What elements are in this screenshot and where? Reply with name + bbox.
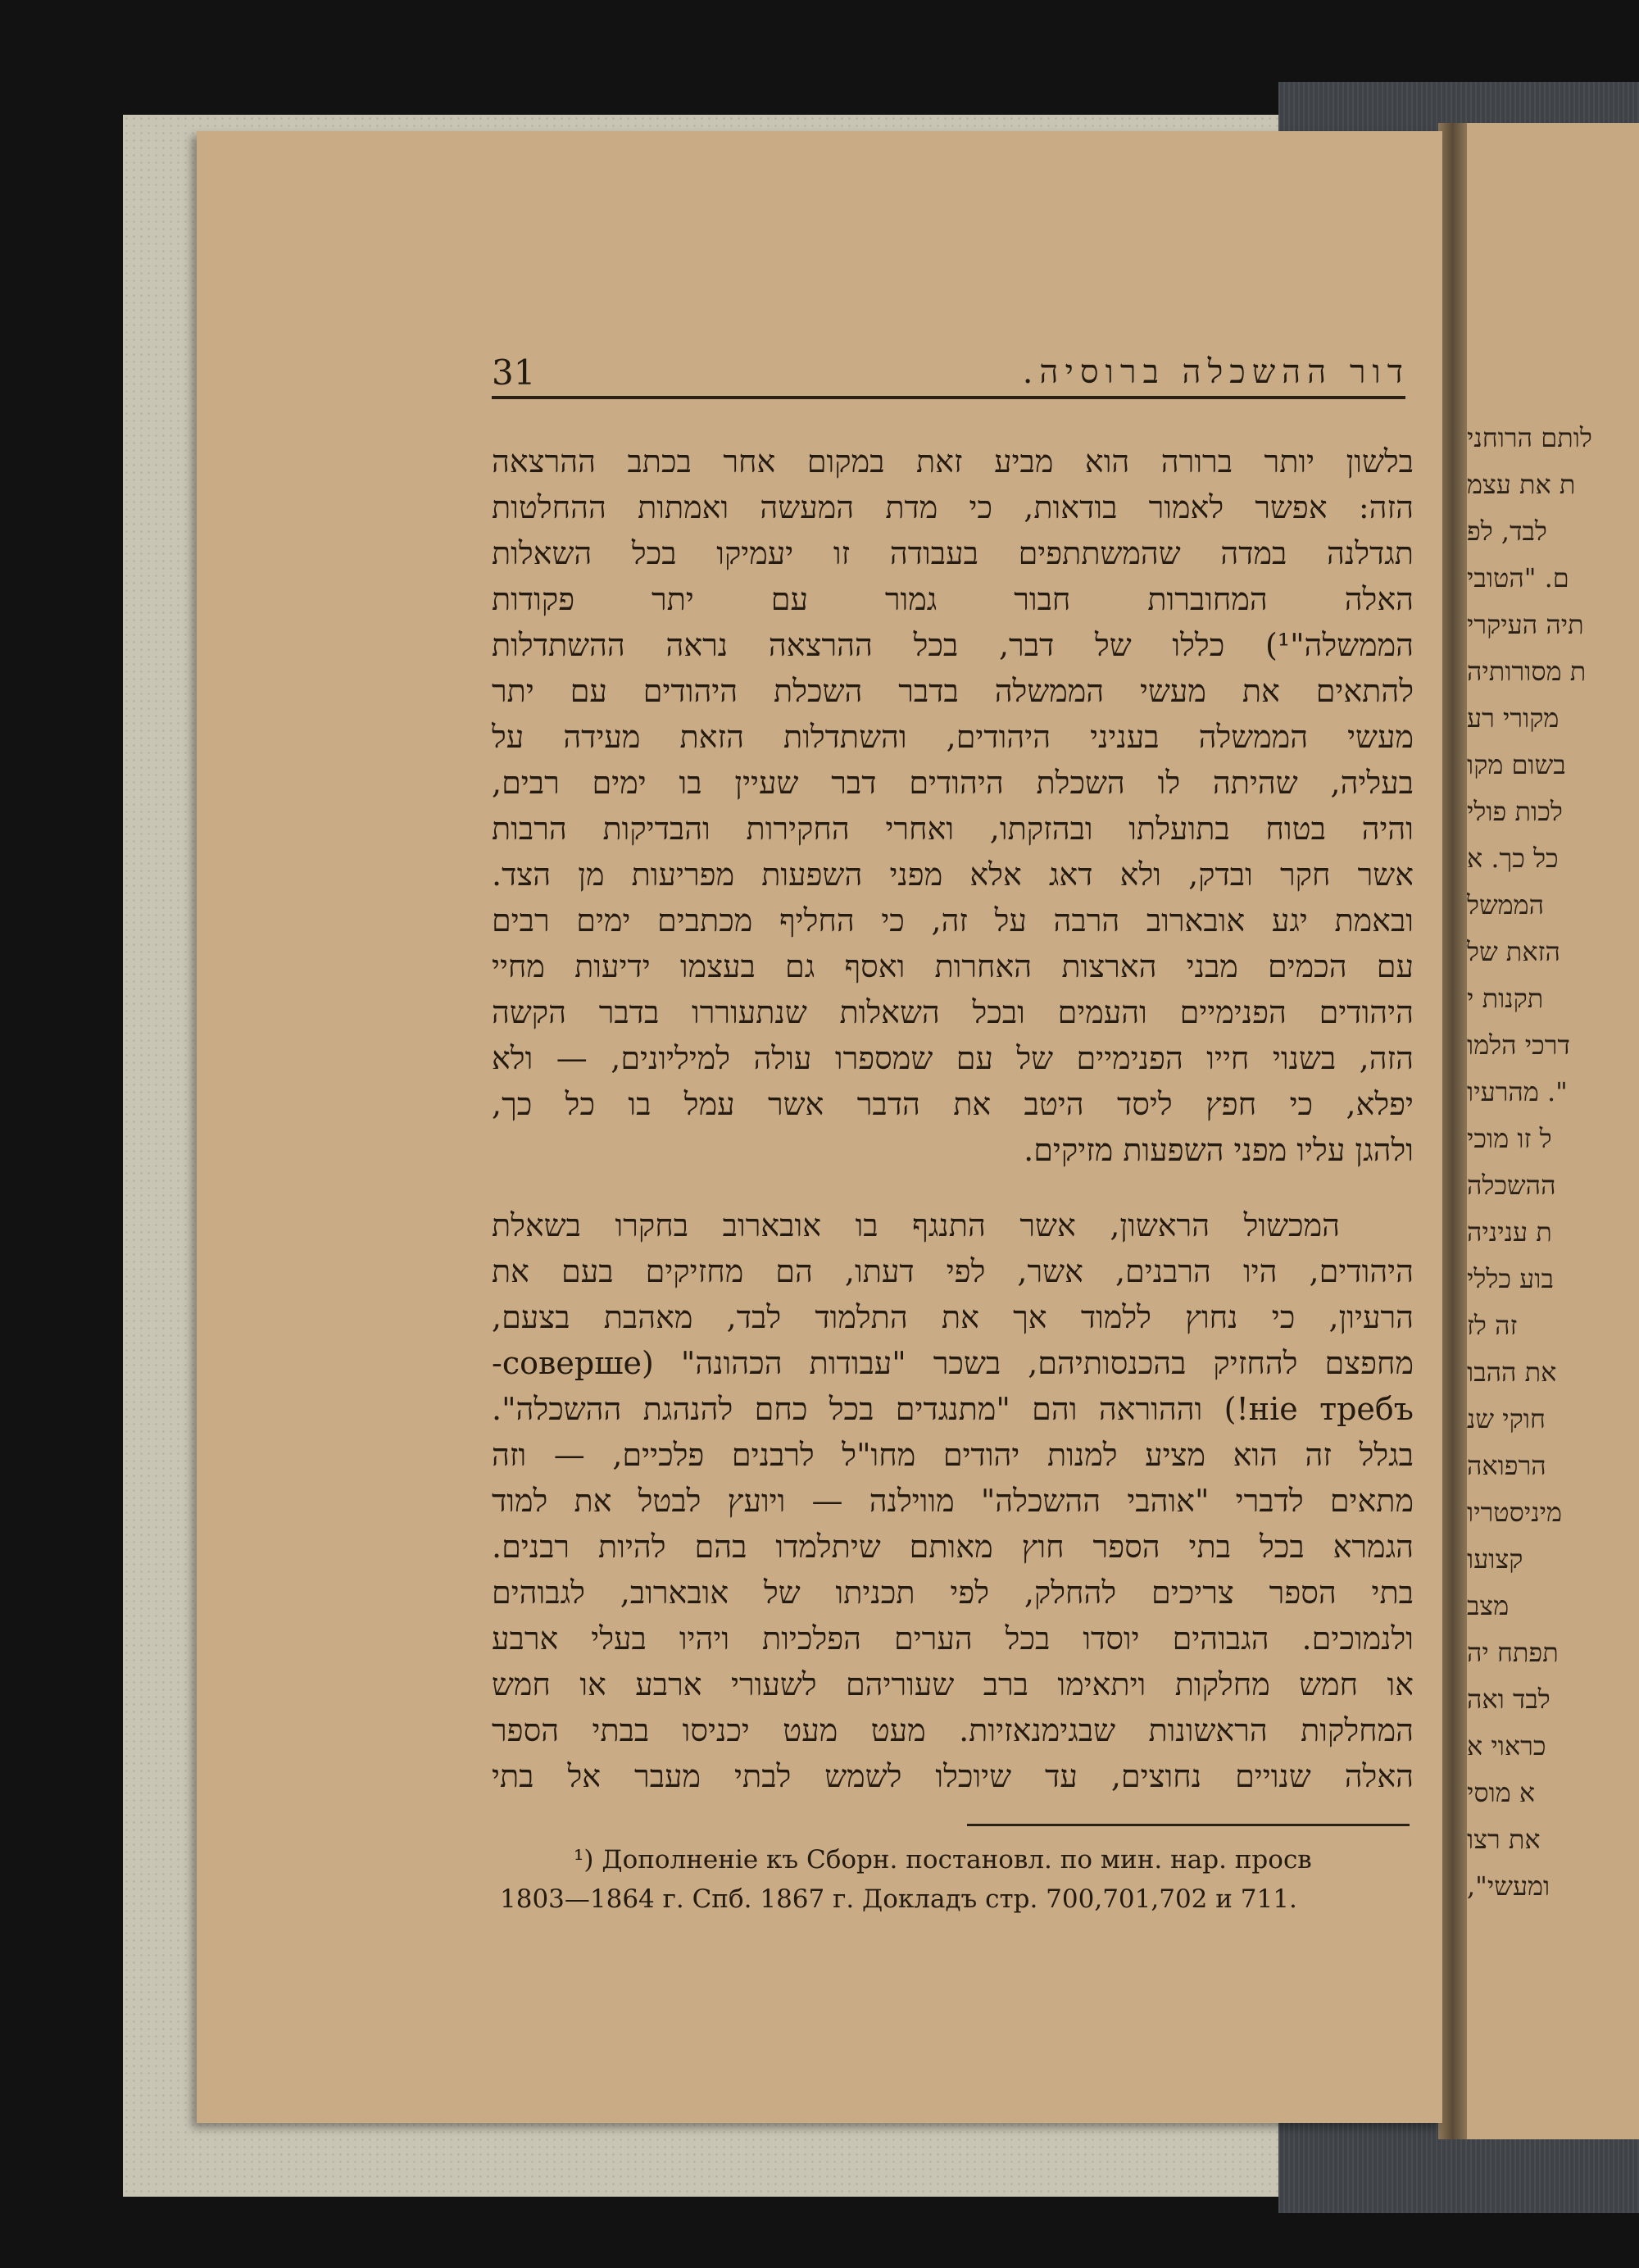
- facing-page-line: ת עניניה: [1467, 1216, 1552, 1248]
- facing-page-line: ההשכלה: [1467, 1170, 1556, 1201]
- facing-page-line: בשום מקו: [1467, 749, 1566, 780]
- facing-page-line: ת מסורותיה: [1467, 656, 1587, 687]
- facing-page-line: תקנות י: [1467, 983, 1544, 1014]
- facing-page-line: ומעשי",: [1467, 1870, 1550, 1902]
- facing-page: [1467, 123, 1639, 2139]
- facing-page-line: דרכי הלמו: [1467, 1029, 1570, 1061]
- footnote-line: 1803—1864 г. Спб. 1867 г. Докладъ стр. 700,701,702 и 711.: [500, 1884, 1297, 1914]
- text-line: והיה בטוח בתועלתו ובהזקתו, ואחרי החקירות והבדיקות הרבות: [492, 811, 1414, 847]
- facing-page-line: מצב: [1467, 1590, 1510, 1621]
- text-line: בתי הספר צריכים להחלק, לפי תכניתו של אובארוב, לגבוהים: [492, 1575, 1414, 1611]
- facing-page-line: הממשל: [1467, 889, 1544, 920]
- footnote: [500, 1840, 1418, 1919]
- facing-page-line: ל זו מוכי: [1467, 1123, 1552, 1154]
- facing-page-line: הרפואה: [1467, 1450, 1546, 1481]
- page-number: 31: [492, 352, 536, 393]
- text-line: מעשי הממשלה בעניני היהודים, והשתדלות הזאת מעידה על: [492, 719, 1414, 755]
- main-text: [492, 439, 1414, 1799]
- facing-page-line: א מוסי: [1467, 1777, 1536, 1808]
- facing-page-line: זה לז: [1467, 1310, 1518, 1341]
- text-line: תגדלנה במדה שהמשתתפים בעבודה זו יעמיקו בכל השאלות: [492, 535, 1414, 571]
- text-line: אשר חקר ובדק, ולא דאג אלא מפני השפעות מפריעות מן הצד.: [492, 857, 1414, 893]
- text-line: בלשון יותר ברורה הוא מביע זאת במקום אחר בכתב ההרצאה: [492, 443, 1414, 480]
- text-line: הזה: אפשר לאמור בודאות, כי מדת המעשה ואמתות ההחלטות: [492, 489, 1414, 525]
- facing-page-line: קצועו: [1467, 1543, 1523, 1575]
- text-line: מתאים לדברי "אוהבי ההשכלה" מווילנה — ויועץ לבטל את למוד: [492, 1483, 1414, 1519]
- facing-page-line: מיניסטריו: [1467, 1497, 1562, 1528]
- facing-page-line: מקורי רע: [1467, 702, 1560, 734]
- text-line: הממשלה"¹) כללו של דבר, בכל ההרצאה נראה ההשתדלות: [492, 627, 1414, 663]
- facing-page-line: ת את עצמ: [1467, 469, 1576, 500]
- facing-page-line: לכות פולי: [1467, 796, 1563, 827]
- text-line: הרעיון, כי נחוץ ללמוד אך את התלמוד לבד, מאהבת בצעם,: [492, 1299, 1414, 1335]
- text-line: להתאים את מעשי הממשלה בדבר השכלת היהודים עם יתר: [492, 673, 1414, 709]
- paragraph-gap: [492, 1173, 1414, 1202]
- paragraph-1: [492, 439, 1414, 1173]
- facing-page-line: חוקי שנ: [1467, 1403, 1546, 1434]
- text-line: ולנמוכים. הגבוהים יוסדו בכל הערים הפלכיות ויהיו בעלי ארבע: [492, 1620, 1414, 1657]
- text-line: עם הכמים מבני הארצות האחרות ואסף גם בעצמו ידיעות מחיי: [492, 948, 1414, 984]
- footnote-rule: [967, 1824, 1410, 1826]
- facing-page-line: כל כך. א: [1467, 843, 1559, 874]
- facing-page-line: תיה העיקרי: [1467, 609, 1584, 640]
- facing-page-line: לותם הרוחני: [1467, 422, 1592, 453]
- facing-page-line: את רצו: [1467, 1824, 1541, 1855]
- facing-page-line: תפתח יה: [1467, 1637, 1559, 1668]
- text-line: יפלא, כי חפץ ליסד היטב את הדבר אשר עמל בו כל כך,: [492, 1086, 1414, 1122]
- facing-page-line: לבד, לפ: [1467, 516, 1547, 547]
- facing-page-line: לבד ואה: [1467, 1684, 1550, 1715]
- text-line: הזה, בשנוי חייו הפנימיים של עם שמספרו עולה למיליונים, — ולא: [492, 1040, 1414, 1076]
- text-line: המחלקות הראשונות שבגימנאזיות. מעט מעט יכניסו בבתי הספר: [492, 1712, 1414, 1748]
- text-line: הגמרא בכל בתי הספר חוץ מאותם שיתלמדו בהם להיות רבנים.: [492, 1529, 1414, 1565]
- facing-page-line: את ההבו: [1467, 1357, 1557, 1388]
- text-line: או חמש מחלקות ויתאימו ברב שעוריהם לשעורי ארבע או חמש: [492, 1666, 1414, 1702]
- text-line: האלה שנויים נחוצים, עד שיוכלו לשמש לבתי מעבר אל בתי: [492, 1758, 1414, 1794]
- text-line: מחפצם להחזיק בהכנסותיהם, בשכר "עבודות הכהונה" (соверше-: [492, 1345, 1414, 1381]
- text-line: ולהגן עליו מפני השפעות מזיקים.: [1024, 1132, 1414, 1168]
- running-title: דור ההשכלה ברוסיה.: [1022, 353, 1410, 391]
- facing-page-line: הזאת של: [1467, 936, 1560, 967]
- facing-page-line: ם. "הטובי: [1467, 562, 1569, 593]
- page-header: [492, 352, 1410, 402]
- paragraph-2: [492, 1202, 1414, 1799]
- book-gutter: [1438, 123, 1467, 2139]
- text-line: בעליה, שהיתה לו השכלת היהודים דבר שעיין בו ימים רבים,: [492, 765, 1414, 801]
- text-line: המכשול הראשון, אשר התנגף בו אובארוב בחקרו בשאלת: [492, 1207, 1340, 1243]
- text-line: בגלל זה הוא מציע למנות יהודים מחו"ל לרבנים פלכיים, — וזה: [492, 1437, 1414, 1473]
- text-line: ніе требъ!) וההוראה והם "מתנגדים בכל כחם להנהגת ההשכלה".: [492, 1391, 1414, 1427]
- text-line: ובאמת יגע אובארוב הרבה על זה, כי החליף מכתבים ימים רבים: [492, 902, 1414, 939]
- facing-page-line: ". מהרעיו: [1467, 1076, 1568, 1107]
- facing-page-line: כראוי א: [1467, 1730, 1546, 1761]
- facing-page-line: בוע כללי: [1467, 1263, 1554, 1294]
- text-line: האלה המחוברות חבור גמור עם יתר פקודות: [492, 581, 1414, 617]
- footnote-line: ¹) Дополненіе къ Сборн. постановл. по мин. нар. просв: [574, 1845, 1312, 1875]
- text-line: היהודים, היו הרבנים, אשר, לפי דעתו, הם מחזיקים בעם את: [492, 1253, 1414, 1289]
- header-rule: [492, 396, 1405, 399]
- text-line: היהודים הפנימיים והעמים ובכל השאלות שנתעוררו בדבר הקשה: [492, 994, 1414, 1030]
